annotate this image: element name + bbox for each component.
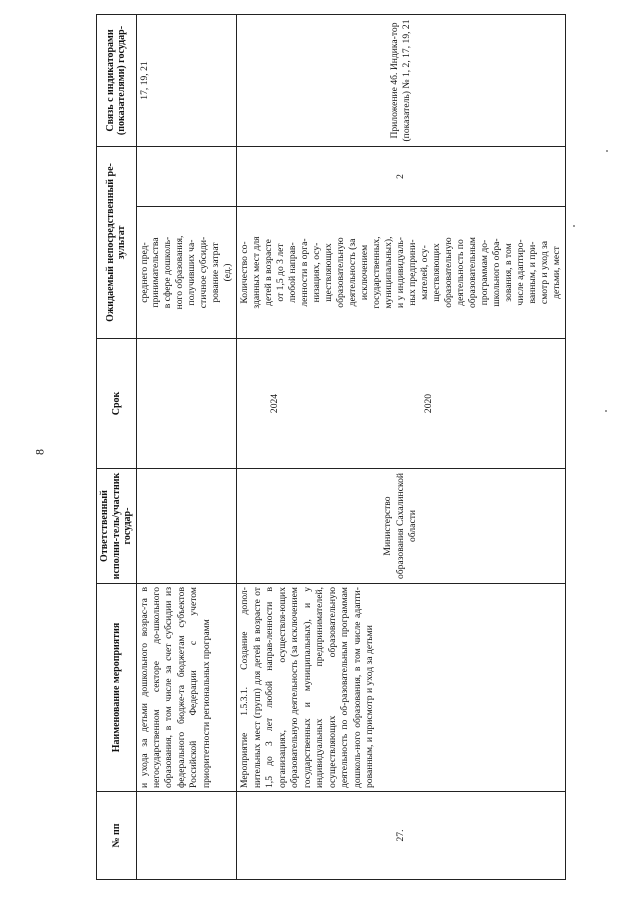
scan-speck [606,150,608,152]
scan-speck [573,225,575,227]
header-link: Связь с индикаторами (показателями) государ- [97,15,137,147]
row2-responsible: Министерство образования Сахалинской области [237,469,566,584]
header-result: Ожидаемый непосредственный ре-зультат [97,147,137,339]
header-name: Наименование мероприятия [97,584,137,792]
row2-num: 27. [237,792,566,880]
rotated-table-container [96,15,562,880]
row2-term-cell [237,339,566,469]
row2-result-text-cell [237,207,566,339]
row2-name: Мероприятие 1.5.3.1. Создание допол-нительных мест (групп) для детей в возрасте от 1,5 до 3 лет любой направ-ленности в организациях, осуществля-ющих образовательную деятельность (за исключением государственных и муниципальных), и у индивидуальных предпринимателей, осуществляющих образовательную деятельность по об-разовательным программам дошколь-ного образования, в том числе адапти-рованным, и присмотр и уход за детьми [237,584,566,792]
row1-link: 17, 19, 21 [136,15,237,147]
row1-term [136,339,237,469]
row1-result-value [136,147,237,207]
row1-name: и ухода за детьми дошкольного возрас-та в негосударственном секторе до-школьного образования, в том числе за счет субсидии из федерального бюдже-та бюджетам субъектов Российской Федерации с учетом приоритетности региональных программ [136,584,237,792]
row2-link: Приложение 4б. Индика-тор (показатель) № 1, 2, 17, 19, 21 [237,15,566,147]
scan-speck [605,410,607,412]
row2-term-start: 2020 [423,393,435,414]
table-row [136,15,237,880]
header-num: № пп [97,792,137,880]
row1-result-text-cell [136,207,237,339]
row1-responsible [136,469,237,584]
row2-term-end: 2024 [269,393,281,414]
row1-num [136,792,237,880]
header-term: Срок [97,339,137,469]
table-row [237,15,566,880]
measures-table [96,14,566,880]
row2-result-text: Количество со-зданных мест для детей в возрасте от 1,5 до 3 лет любой направ-ленности в орга-низациях, осу-ществляющих образовательную деятельность (за исключением государственных, муниципальных), и у индивидуаль-ных предприни-мателей, осу-ществляющих образовательную деятельность по образовательным программам до-школьного обра-зования, в том числе адаптиро-ванным, и при-смотр и уход за детьми, мест [239,236,562,309]
header-responsible: Ответственный исполни-тель/участник государ- [97,469,137,584]
row2-result-value: 2 [237,147,566,207]
page-number: 8 [32,449,47,455]
header-row [97,15,137,880]
row1-result-text: среднего пред-принимательства в сфере дошколь-ного образования, получивших ча-стичное субсиди-рование затрат (ед.) [138,235,234,310]
